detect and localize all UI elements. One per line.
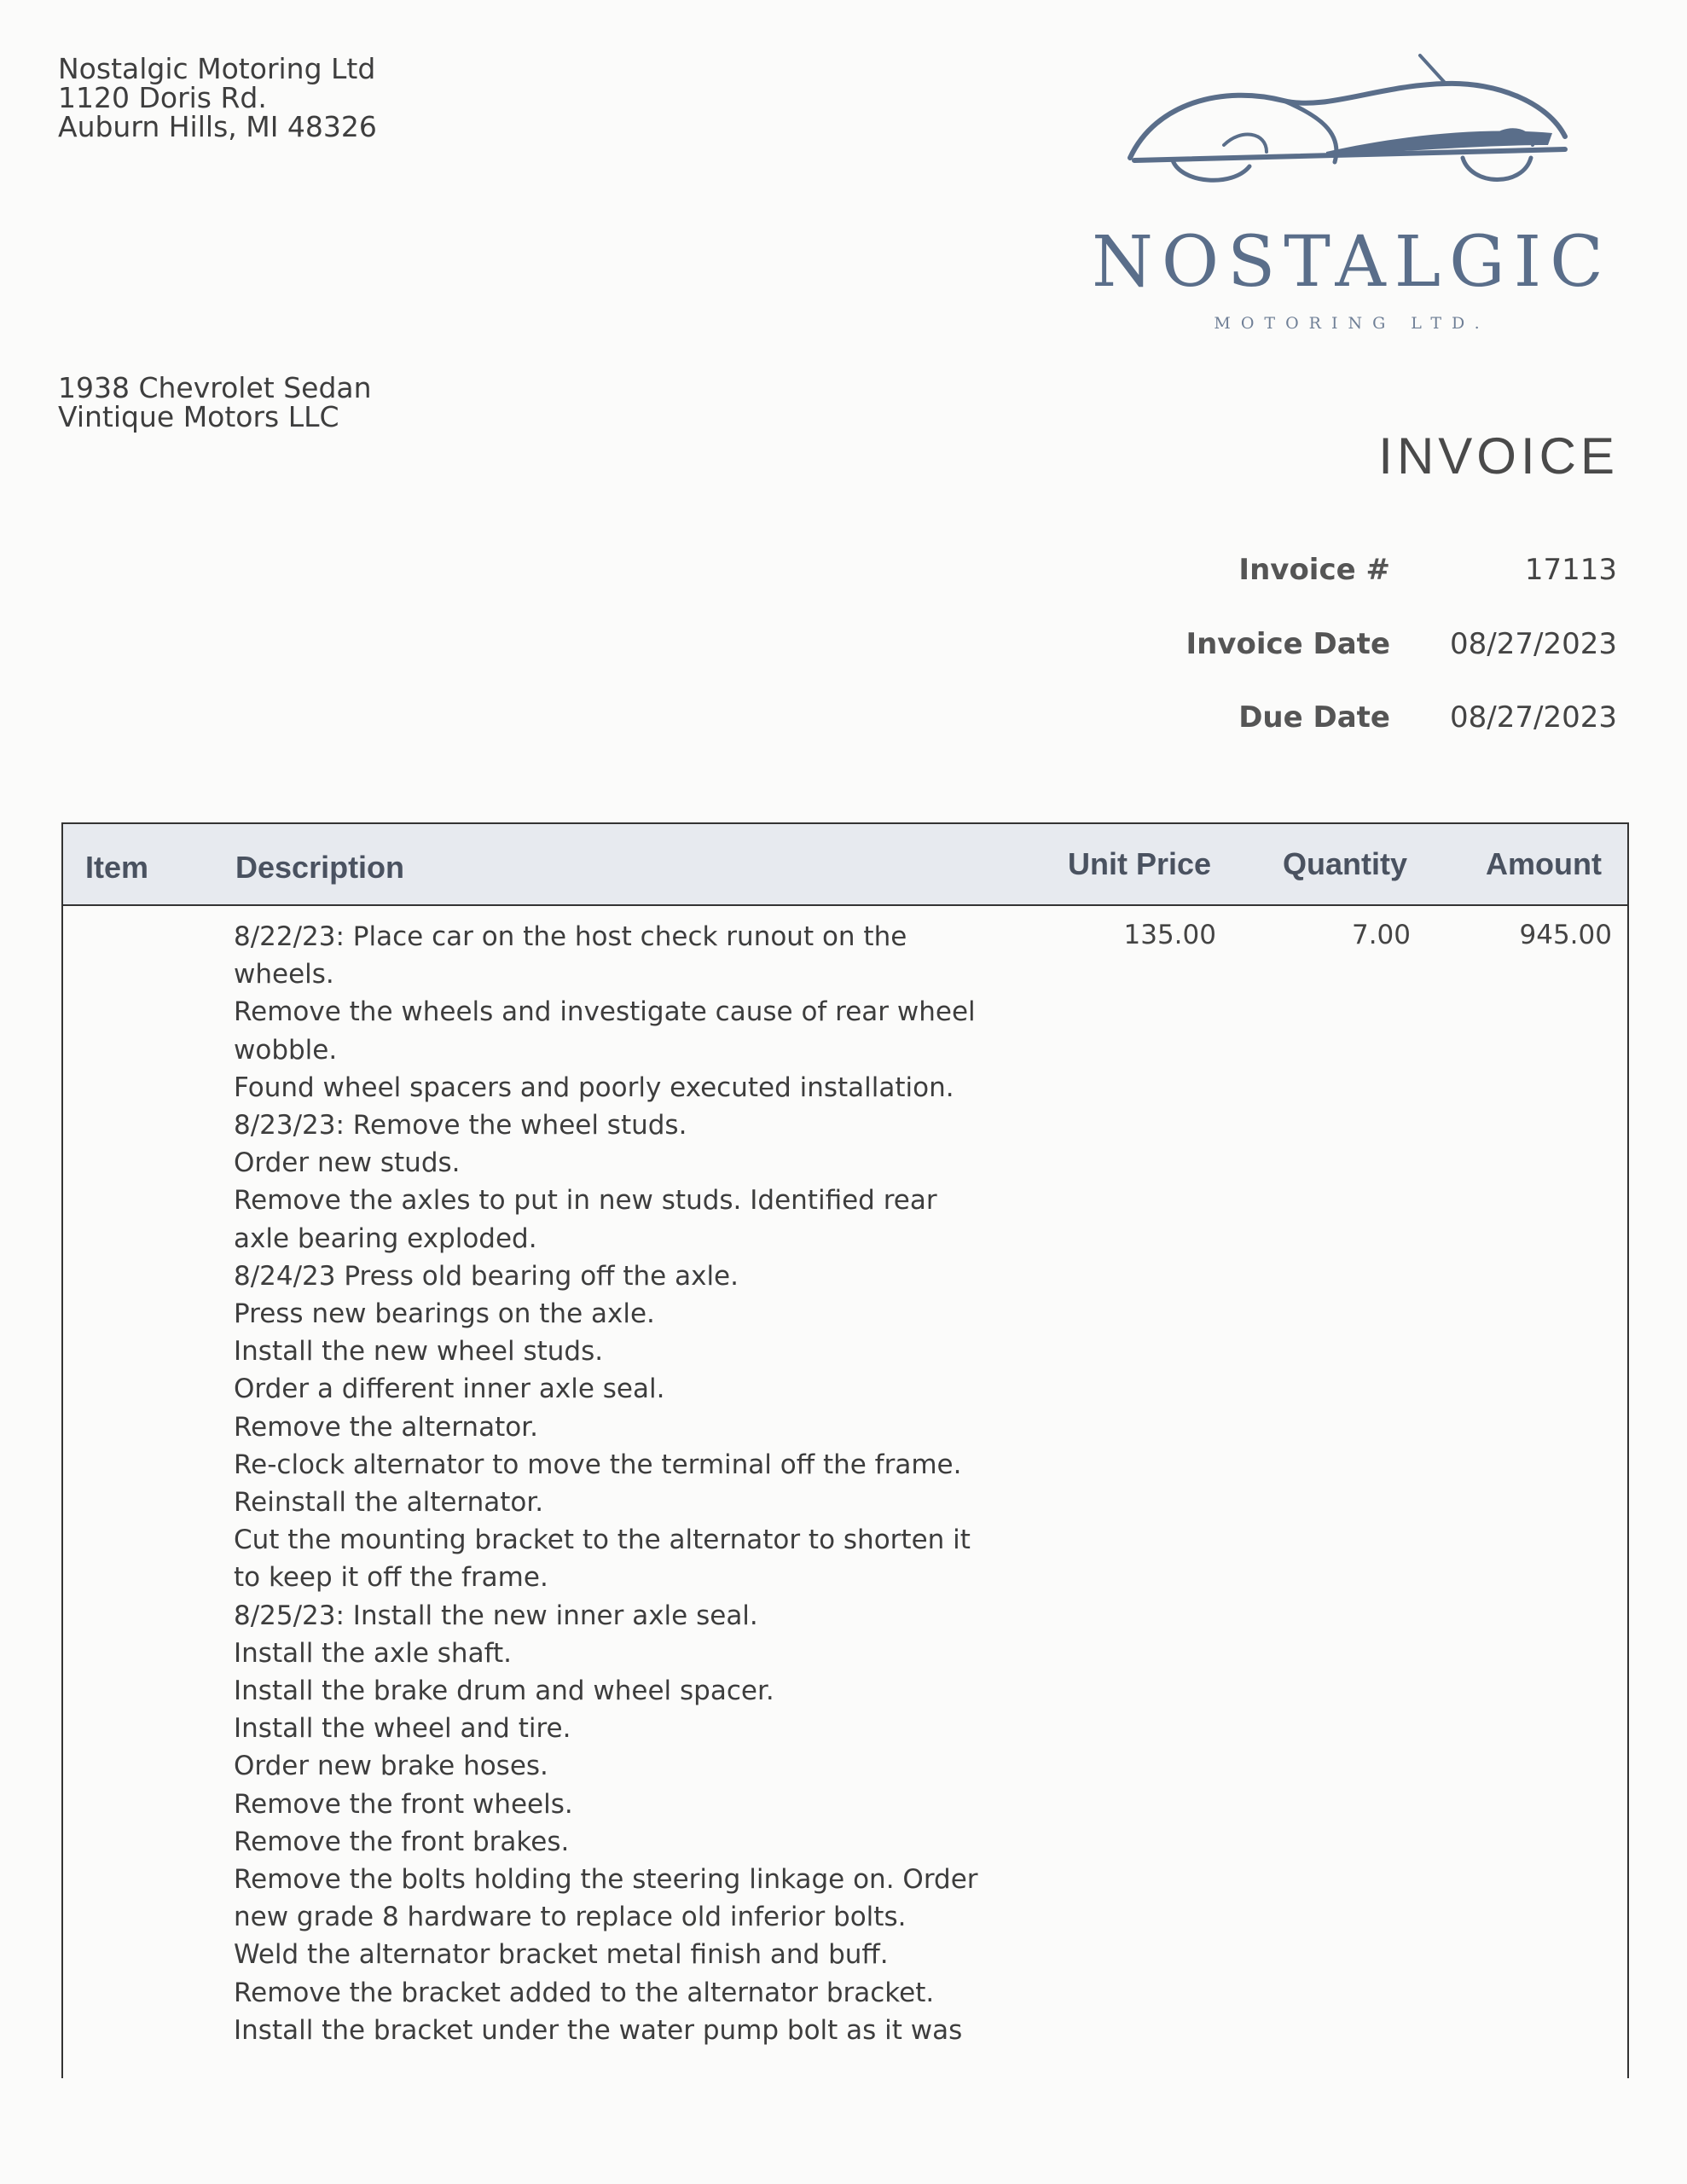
table-header bbox=[63, 824, 1627, 906]
description-line: Install the bracket under the water pump bolt as it was bbox=[234, 2014, 963, 2046]
description-line: axle bearing exploded. bbox=[234, 1223, 537, 1254]
description-line: Install the axle shaft. bbox=[234, 1637, 512, 1669]
description-line: Install the new wheel studs. bbox=[234, 1336, 604, 1368]
description-line: Cut the mounting bracket to the alternator to shorten it bbox=[234, 1525, 971, 1556]
description-line: Install the brake drum and wheel spacer. bbox=[234, 1676, 774, 1707]
description-line: wheels. bbox=[234, 959, 334, 990]
description-line: Re-clock alternator to move the terminal off the frame. bbox=[234, 1449, 962, 1480]
due-date-label: Due Date bbox=[1238, 700, 1390, 735]
header-amount: Amount bbox=[1486, 846, 1602, 881]
vintage-car-icon bbox=[1122, 51, 1582, 205]
description-line: Press new bearings on the axle. bbox=[234, 1298, 655, 1330]
logo-sub-text: MOTORING LTD. bbox=[1214, 314, 1490, 333]
description-line: Found wheel spacers and poorly executed installation. bbox=[234, 1072, 954, 1103]
invoice-date-label: Invoice Date bbox=[1186, 627, 1390, 661]
description-line: new grade 8 hardware to replace old inferior bolts. bbox=[234, 1902, 907, 1933]
description-line: Remove the bolts holding the steering linkage on. Order bbox=[234, 1864, 978, 1896]
header-description: Description bbox=[235, 850, 405, 885]
logo-brand-text: NOSTALGIC bbox=[1092, 222, 1612, 303]
description-line: 8/25/23: Install the new inner axle seal. bbox=[234, 1600, 758, 1631]
sender-street: 1120 Doris Rd. bbox=[58, 81, 267, 114]
unit-price-cell: 135.00 bbox=[1123, 920, 1216, 950]
bill-to bbox=[58, 371, 372, 433]
invoice-number-value: 17113 bbox=[1524, 553, 1617, 587]
header-unit-price: Unit Price bbox=[1068, 846, 1212, 881]
recipient-vehicle: 1938 Chevrolet Sedan bbox=[58, 371, 372, 404]
due-date-value: 08/27/2023 bbox=[1450, 700, 1617, 735]
description-line: Order a different inner axle seal. bbox=[234, 1374, 665, 1405]
description-line: Remove the alternator. bbox=[234, 1411, 538, 1443]
header-quantity: Quantity bbox=[1283, 846, 1408, 881]
header-item: Item bbox=[85, 850, 149, 885]
description-line: wobble. bbox=[234, 1034, 338, 1066]
sender-city: Auburn Hills, MI 48326 bbox=[58, 110, 377, 143]
item-description bbox=[234, 918, 1070, 2049]
description-line: Weld the alternator bracket metal finish and buff. bbox=[234, 1939, 889, 1971]
description-line: 8/22/23: Place car on the host check runout on the bbox=[234, 921, 907, 952]
line-items-table bbox=[61, 822, 1629, 2078]
recipient-company: Vintique Motors LLC bbox=[58, 400, 339, 433]
company-logo bbox=[1070, 51, 1633, 341]
amount-cell: 945.00 bbox=[1519, 920, 1612, 950]
description-line: to keep it off the frame. bbox=[234, 1562, 548, 1594]
description-line: Remove the front brakes. bbox=[234, 1826, 570, 1857]
description-line: Order new studs. bbox=[234, 1147, 461, 1179]
invoice-number-label: Invoice # bbox=[1238, 553, 1390, 587]
quantity-cell: 7.00 bbox=[1351, 920, 1411, 950]
description-line: 8/24/23 Press old bearing off the axle. bbox=[234, 1260, 739, 1292]
sender-address bbox=[58, 52, 377, 143]
description-line: Reinstall the alternator. bbox=[234, 1487, 544, 1519]
description-line: Remove the front wheels. bbox=[234, 1788, 573, 1820]
description-line: Install the wheel and tire. bbox=[234, 1713, 571, 1745]
invoice-title: INVOICE bbox=[1378, 427, 1619, 485]
description-line: Order new brake hoses. bbox=[234, 1751, 548, 1782]
sender-name: Nostalgic Motoring Ltd bbox=[58, 52, 376, 85]
description-line: Remove the wheels and investigate cause of rear wheel bbox=[234, 996, 976, 1028]
description-line: Remove the bracket added to the alternator bracket. bbox=[234, 1977, 935, 2008]
description-line: Remove the axles to put in new studs. Identified rear bbox=[234, 1185, 937, 1217]
description-line: 8/23/23: Remove the wheel studs. bbox=[234, 1110, 687, 1141]
invoice-date-value: 08/27/2023 bbox=[1450, 627, 1617, 661]
